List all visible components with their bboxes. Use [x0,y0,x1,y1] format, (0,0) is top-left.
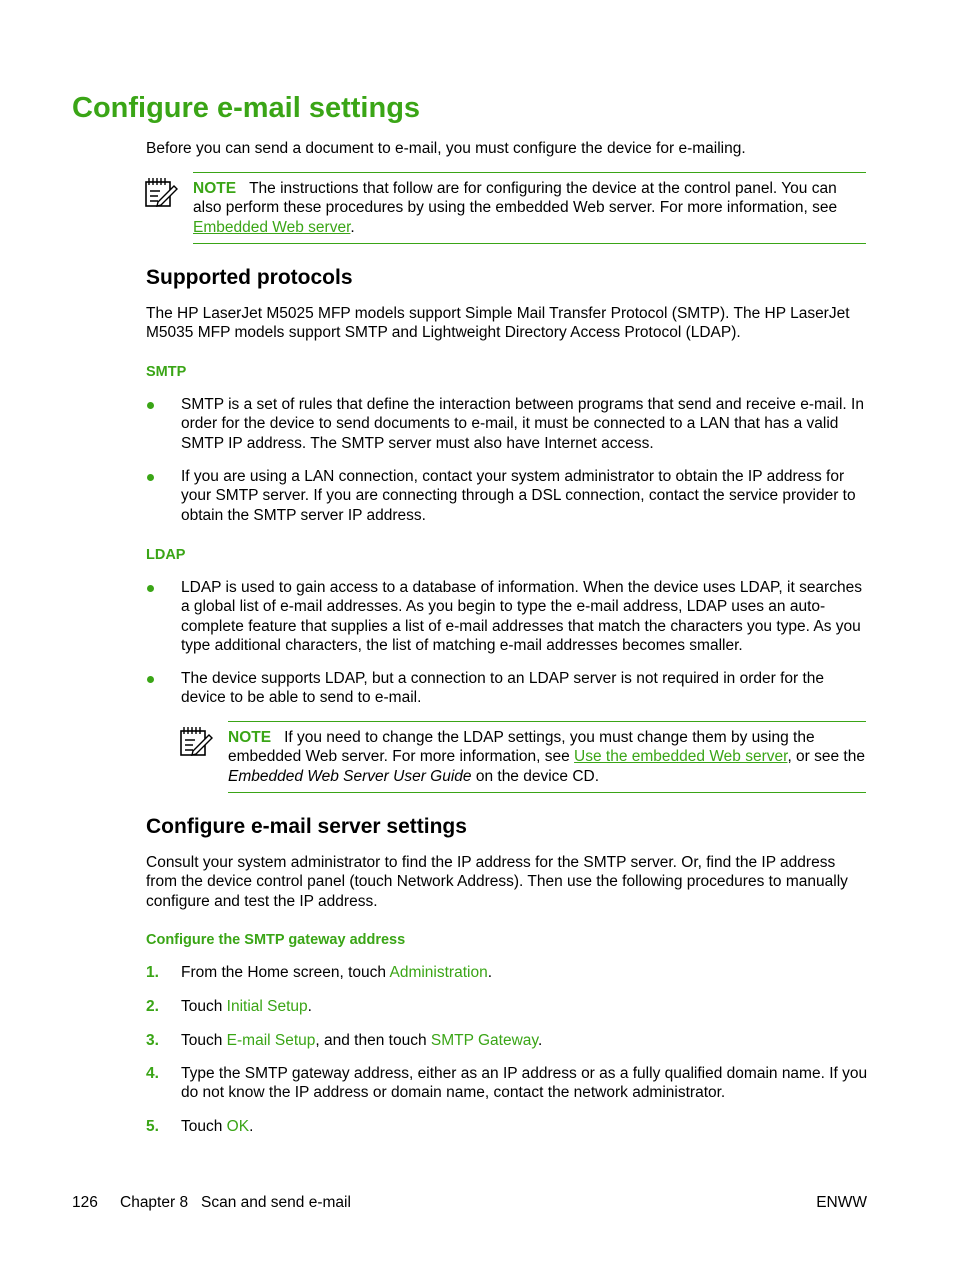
step-number: 5. [146,1118,159,1135]
embedded-web-server-link[interactable]: Embedded Web server [193,218,351,236]
bullet-marker [147,585,154,592]
smtp-bullet-2: If you are using a LAN connection, contact your system administrator to obtain the IP address for your SMTP server. If you are connecting through a DSL connection, contact the service provider to obtain the SMTP server IP address. [181,468,856,524]
note-icon [144,176,178,210]
bullet-marker [147,402,154,409]
initial-setup-option[interactable]: Initial Setup [226,998,308,1015]
step-4: Type the SMTP gateway address, either as an IP address or as a fully qualified domain name. If you do not know the IP address or domain name, contact the network administrator. [181,1065,868,1102]
smtp-gateway-option[interactable]: SMTP Gateway [430,1032,538,1049]
step-text: Touch [181,998,227,1015]
step-text-end: . [487,964,493,981]
section-heading-server-settings: Configure e-mail server settings [146,815,467,838]
note-label: NOTE [193,180,237,197]
email-setup-option[interactable]: E-mail Setup [226,1032,316,1049]
note-text-end: on the device CD. [471,767,600,785]
step-text: Touch [181,1032,227,1049]
page-number: 126 [72,1194,98,1211]
step-text-mid: , and then touch [315,1032,431,1049]
page-title: Configure e-mail settings [72,92,421,124]
ok-option[interactable]: OK [226,1118,250,1135]
ldap-bullet-2: The device supports LDAP, but a connection to an LDAP server is not required in order for the device to be able to send to e-mail. [181,670,825,707]
administration-option[interactable]: Administration [389,964,488,981]
step-number: 1. [146,964,159,981]
step-text-end: . [538,1032,543,1049]
ldap-bullet-1: LDAP is used to gain access to a database of information. When the device uses LDAP, it searches a global list of e-mail addresses. As you begin to type the e-mail address, LDAP uses an auto-complete feature that supplies a list of e-mail addresses that match the characters you type. As you type additional characters, the list of matching e-mail addresses becomes smaller. [181,579,862,654]
footer-right-label: ENWW [816,1194,867,1211]
step-number: 2. [146,998,159,1015]
smtp-bullet-1: SMTP is a set of rules that define the interaction between programs that send and receive e-mail. In order for the device to send documents to e-mail, it must be connected to a LAN that has a valid SMTP IP address. The SMTP server must also have Internet access. [181,396,864,452]
note-label: NOTE [228,729,272,746]
server-settings-text: Consult your system administrator to find the IP address for the SMTP server. Or, find the IP address from the device control panel (touch Network Address). Then use the following procedures to manually configure and test the IP address. [146,854,848,910]
note-block-ldap [228,721,866,793]
step-5 [181,1117,869,1136]
step-number: 4. [146,1065,159,1082]
subheading-smtp-gateway: Configure the SMTP gateway address [146,932,406,948]
step-text: Touch [181,1118,227,1135]
note-icon [179,725,213,759]
step-text-end: . [249,1118,254,1135]
section-heading-supported-protocols: Supported protocols [146,266,353,289]
step-text: From the Home screen, touch [181,964,390,981]
step-3 [181,1031,869,1050]
step-1 [181,963,869,982]
use-embedded-web-server-link[interactable]: Use the embedded Web server [574,748,788,766]
step-text-end: . [307,998,312,1015]
note-block [193,172,866,244]
supported-protocols-text: The HP LaserJet M5025 MFP models support Simple Mail Transfer Protocol (SMTP). The HP LaserJet M5035 MFP models support SMTP and Lightweight Directory Access Protocol (LDAP). [146,305,850,342]
note-text-mid: , or see the [787,748,865,766]
step-2 [181,997,869,1016]
note-text-end: . [350,218,355,236]
chapter-label: Chapter 8 Scan and send e-mail [120,1194,351,1211]
subheading-ldap: LDAP [146,547,186,563]
step-number: 3. [146,1032,159,1049]
guide-title: Embedded Web Server User Guide [228,767,472,785]
bullet-marker [147,676,154,683]
note-text: The instructions that follow are for configuring the device at the control panel. You can also perform these procedures by using the embedded Web server. For more information, see [193,180,838,217]
note-text: If you need to change the LDAP settings, you must change them by using the embedded Web server. For more information, see [228,729,815,766]
bullet-marker [147,474,154,481]
intro-text: Before you can send a document to e-mail, you must configure the device for e-mailing. [146,140,746,157]
subheading-smtp: SMTP [146,364,187,380]
